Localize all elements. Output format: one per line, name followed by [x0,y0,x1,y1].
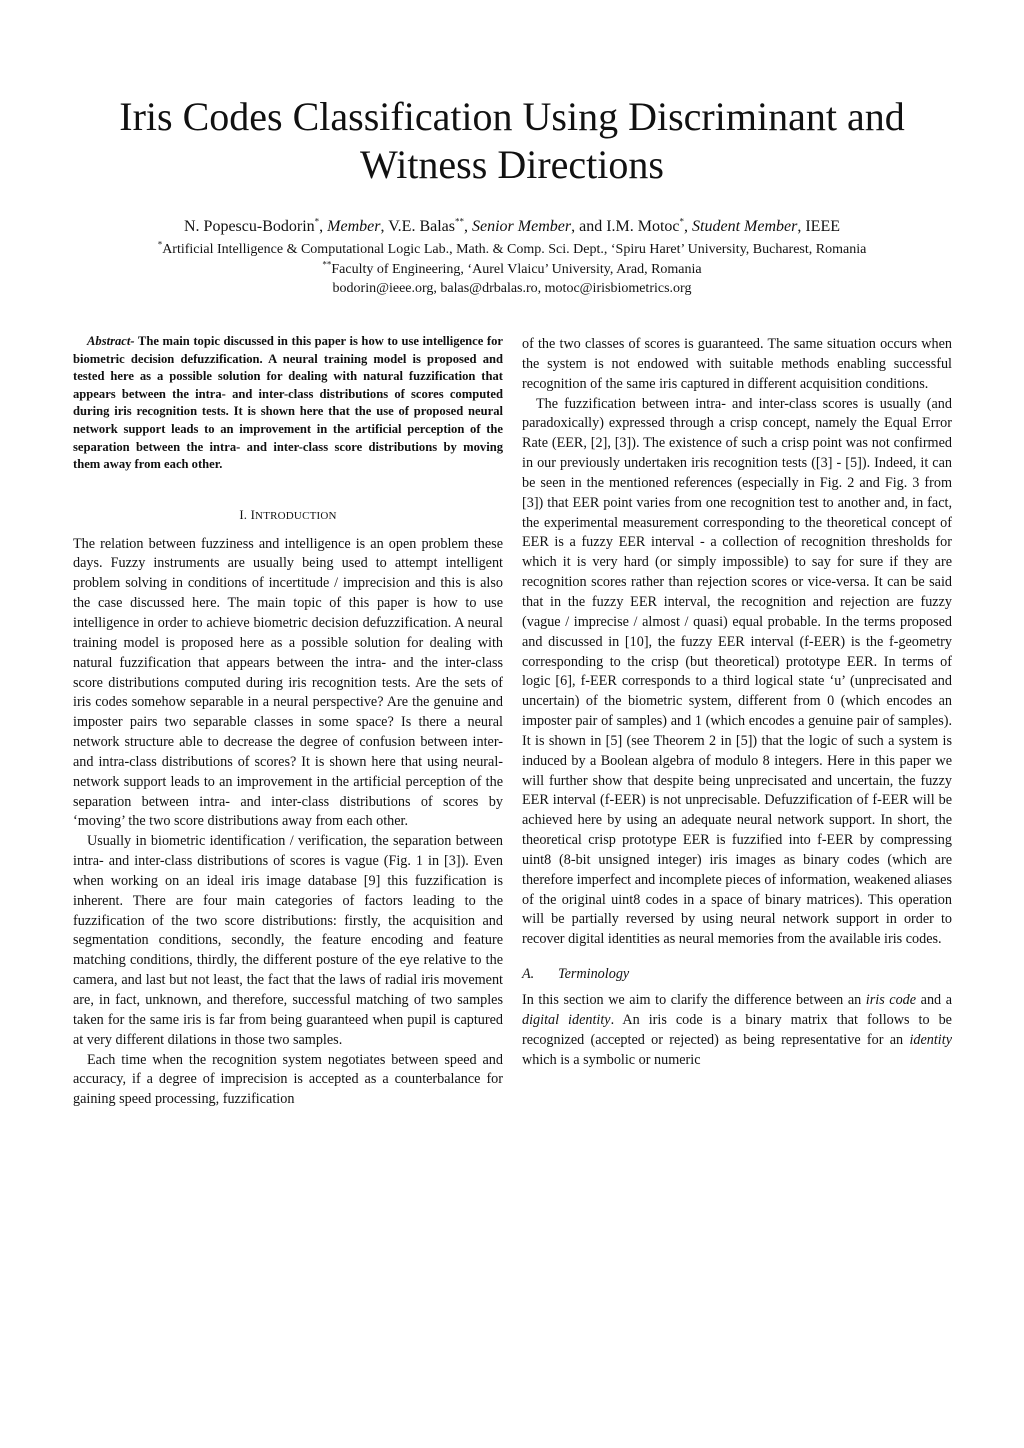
affiliation-2 [40,261,984,279]
affiliation-2-text: Faculty of Engineering, ‘Aurel Vlaicu’ University, Arad, Romania [331,262,702,277]
intro-paragraph-3-continued: of the two classes of scores is guaranteed. The same situation occurs when the system is not endowed with suitable methods enabling successful recognition of the same iris captured in different acquisition conditions. [522,336,952,392]
intro-paragraph-3: Each time when the recognition system negotiates between speed and accuracy, if a degree of imprecision is accepted as a counterbalance for gaining speed processing, fuzzification [73,1051,503,1108]
affiliation-2-mark: ** [322,259,332,270]
author-1-role: Member [327,218,381,235]
terminology-text-1: In this section we aim to clarify the difference between an [522,992,866,1008]
author-emails: bodorin@ieee.org, balas@drbalas.ro, motoc@irisbiometrics.org [332,281,692,296]
section-number: I. I [239,507,256,522]
abstract-lead: Abstract- [87,334,135,348]
right-column [522,335,952,1070]
term-identity: identity [909,1031,952,1048]
intro-paragraph-2: Usually in biometric identification / verification, the separation between intra- and inter-class distributions of scores is vague (Fig. 1 in [3]). Even when working on an ideal iris image database [9] this fuzzification is inherent. There are four main categories of factors leading to the fuzzification of the two score distributions: firstly, the acquisition and segmentation conditions, secondly, the feature encoding and feature matching conditions, thirdly, the different posture of the eye relative to the camera, and last but not least, the fact that the laws of radial iris movement are, in fact, unknown, and therefore, successful matching of two samples taken for the same iris is far from being guaranteed when pupil is captured at very different dilations in those two samples. [73,833,503,1048]
author-1-name: N. Popescu-Bodorin [184,218,315,235]
affiliation-1-text: Artificial Intelligence & Computational Logic Lab., Math. & Comp. Sci. Dept., ‘Spiru Haret’ University, Bucharest, Romania [162,242,867,257]
subsection-heading-terminology [522,965,952,985]
author-3-name: I.M. Motoc [606,218,680,235]
title-line-1: Iris Codes Classification Using Discriminant and [119,94,905,139]
left-column [73,333,503,1110]
author-org: IEEE [805,218,840,235]
subsection-title: Terminology [558,966,630,983]
author-1-mark: * [314,216,320,227]
paper-title [60,93,964,189]
title-line-2: Witness Directions [360,142,664,187]
author-3-role: Student Member [692,218,798,235]
author-2-mark: ** [455,216,464,227]
terminology-paragraph [522,991,952,1070]
abstract-text: The main topic discussed in this paper is how to use intelligence for biometric decision defuzzification. A neural training model is proposed and tested here as a possible solution for dealing with natural fuzzification that appears between the intra- and inter-class distributions of scores computed during iris recognition tests. It is shown here that the use of proposed neural network support leads to an improvement in the artificial perception of the separation between the intra- and inter-class score distributions by moving them away from each other. [73,334,503,472]
affiliation-1-mark: * [157,239,163,250]
intro-paragraph-4: The fuzzification between intra- and inter-class scores is usually (and paradoxically) expressed through a crisp concept, namely the Equal Error Rate (EER, [2], [3]). The existence of such a crisp point was not confirmed in our previously undertaken iris recognition tests ([3] - [5]). Indeed, it can be seen in the mentioned references (especially in Fig. 2 and Fig. 3 from [3]) that EER point varies from one recognition test to another and, in fact, the experimental measurement corresponding to the theoretical concept of EER is a fuzzy EER interval - a collection of recognition thresholds for which it is very hard (or simply impossible) to say for sure if they are recognition scores rather than rejection scores or vice-versa. It can be said that in the fuzzy EER interval, the recognition and rejection are fuzzy (vague / imprecise / almost / quasi) equal probable. In the terms proposed and discussed in [10], the fuzzy EER interval (f-EER) is the f-geometry corresponding to the crisp (but theoretical) prototype EER. In terms of logic [6], f-EER corresponds to a third logical state ‘u’ (unprecisated and uncertain) of the biometric system, different from 0 (which encodes an imposter pair of samples) and 1 (which encodes a genuine pair of samples). It is shown in [5] (see Theorem 2 in [5]) that the logic of such a system is induced by a Boolean algebra of modulo 8 integers. Here in this paper we will further show that despite being unprecisated and uncertain, the fuzzy EER interval (f-EER) is not unprecisable. Defuzzification of f-EER will be achieved here by using an adequate neural network support. In short, the theoretical crisp prototype EER is fuzzified into f-EER by compressing uint8 (8-bit unsigned integer) iris images as binary codes (which are therefore imperfect and incomplete pieces of information, weakened aliases of the original uint8 codes in a space of binary matrices). This operation will be partially reversed by using neural network support in order to recover digital identities as neural memories from the available iris codes. [522,395,952,948]
abstract [73,333,503,474]
author-3-mark: * [679,216,685,227]
section-heading-introduction [73,506,503,527]
section-title: NTRODUCTION [255,509,337,522]
terminology-text-3: . An iris code is a binary matrix that follows to be recognized (accepted or rejected) as being representative for an [522,1011,952,1048]
intro-paragraph-1: The relation between fuzziness and intelligence is an open problem these days. Fuzzy instruments are usually being used to attempt intelligent problem solving in conditions of incertitude / imprecision and this is also the case discussed here. The main topic of this paper is how to use intelligence in order to achieve biometric decision defuzzification. A neural training model is proposed here as a possible solution for dealing with natural fuzzification that appears between the intra- and the inter-class score distributions computed during iris recognition tests. Are the sets of iris codes somehow separable in a neural perspective? Are the genuine and imposter pairs two separable classes in some space? Is there a neural network structure able to decrease the degree of confusion between inter- and intra-class distributions of scores? It is shown here that using neural-network support leads to an improvement in the artificial perception of the separation between intra- and inter-class distributions of scores by ‘moving’ the two score distributions away from each other. [73,535,503,830]
term-digital-identity: digital identity [522,1011,611,1028]
author-2-name: V.E. Balas [388,218,455,235]
author-2-role: Senior Member [472,218,572,235]
terminology-text-4: which is a symbolic or numeric [522,1051,701,1068]
term-iris-code: iris code [865,992,917,1008]
terminology-text-2: and a [916,992,952,1008]
affiliation-1 [40,241,984,259]
author-line: N. Popescu-Bodorin*, Member, V.E. Balas**, Senior Member, and I.M. Motoc*, Student Member, IEEE [184,216,840,235]
subsection-number: A. [522,966,535,983]
